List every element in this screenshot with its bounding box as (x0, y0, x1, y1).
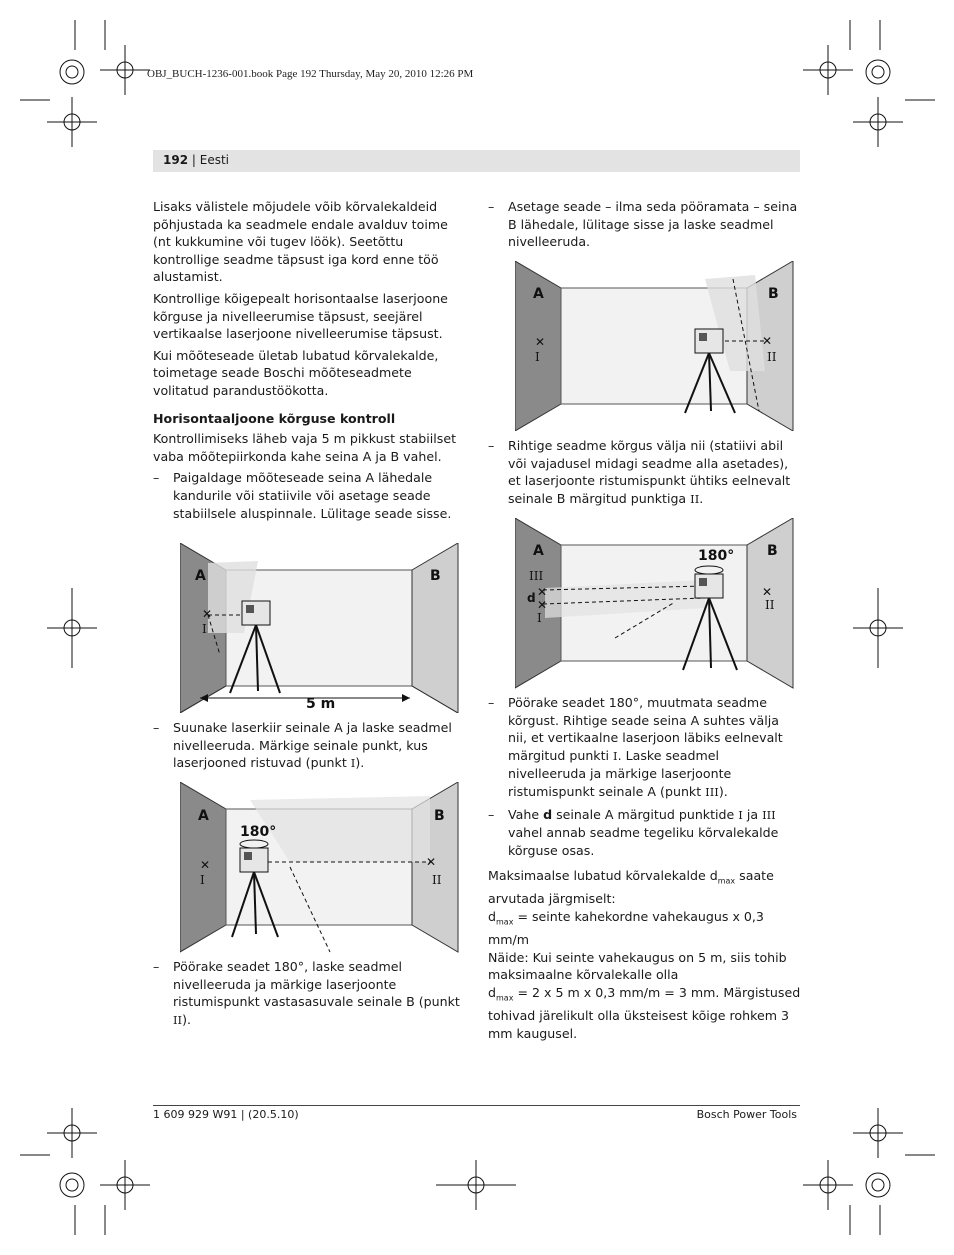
paragraph: Kui mõõteseade ületab lubatud kõrvalekalde, toimetage seade Boschi mõõteseadmete volitatud parandustöökotta. (153, 347, 439, 398)
figure-4-point-a2: I (537, 611, 542, 625)
figure-1-room-setup (180, 543, 460, 713)
figure-4-point-b: II (765, 598, 775, 612)
figure-2-rotated-device (180, 782, 460, 954)
figure-4-wall-a: A (533, 543, 544, 559)
figure-3-point-a: I (535, 350, 540, 364)
printer-info-line: OBJ_BUCH-1236-001.book Page 192 Thursday, May 20, 2010 12:26 PM (147, 68, 474, 80)
footer-brand: Bosch Power Tools (696, 1108, 797, 1121)
figure-1-point: I (202, 622, 207, 636)
page-header (153, 150, 800, 172)
figure-4-cross-mark-a2: ✕ (537, 598, 548, 612)
bullet-item: – Asetage seade – ilma seda pööramata – seina B lähedale, lülitage sisse ja laske seadmel nivelleeruda. (488, 199, 798, 250)
figure-2-wall-a: A (198, 808, 209, 824)
figure-2-cross-mark-b: ✕ (426, 855, 437, 869)
calc-intro: Maksimaalse lubatud kõrvalekalde $d_{max}$ saate arvutada järgmiselt: (488, 868, 774, 907)
calc-formula: $d_{max}$ = seinte kahekordne vahekaugus x 0,3 mm/m (488, 909, 764, 948)
calc-example: Näide: Kui seinte vahekaugus on 5 m, siis tohib maksimaalne kõrvalekalle olla (488, 949, 787, 983)
left-column-top (153, 198, 466, 526)
bullet-item: – Paigaldage mõõteseade seina A lähedale kandurile või statiivile või asetage seade stabiilsele aluspinnale. Lülitage seade sisse. (153, 470, 452, 521)
header-language: Eesti (199, 153, 229, 167)
figure-1-wall-b: B (430, 568, 441, 584)
figure-3-wall-a: A (533, 286, 544, 302)
figure-3-cross-mark-b: ✕ (762, 334, 773, 348)
figure-4-point-a1: III (529, 569, 544, 583)
figure-2-wall-b: B (434, 808, 445, 824)
figure-3-device-near-wall-b (515, 261, 795, 431)
figure-4-rotation: 180° (698, 548, 735, 564)
figure-3-wall-b: B (768, 286, 779, 302)
figure-2-cross-mark-a: ✕ (200, 858, 211, 872)
footer-rule (153, 1105, 800, 1106)
figure-2-point-a: I (200, 873, 205, 887)
left-column-bottom (153, 958, 466, 1033)
figure-1-distance: 5 m (306, 696, 336, 712)
figure-4-cross-mark-b: ✕ (762, 585, 773, 599)
figure-3-point-b: II (767, 350, 777, 364)
header-separator: | (188, 153, 200, 167)
figure-1-wall-a: A (195, 568, 206, 584)
right-column-bottom (488, 694, 801, 1042)
figure-2-point-b: II (432, 873, 442, 887)
paragraph: Kontrollige kõigepealt horisontaalse laserjoone kõrguse ja nivelleerumise täpsust, seejärel vertikaalse laserjoone nivelleerumise täpsust. (153, 290, 448, 342)
paragraph: Lisaks välistele mõjudele võib kõrvalekaldeid põhjustada ka seadmele endale avalduv toime (nt kukkumine või tugev löök). Seetõttu kontrollige seadme täpsust iga kord enne töö alustamist. (153, 199, 448, 285)
figure-4-wall-b: B (767, 543, 778, 559)
paragraph: Kontrollimiseks läheb vaja 5 m pikkust stabiilset vaba mõõtepiirkonda kahe seina A ja B vahel. (153, 431, 457, 464)
page-number: 192 (163, 153, 189, 167)
left-column-middle (153, 719, 466, 777)
bullet-item: – Pöörake seadet 180°, laske seadmel nivelleeruda ja märkige laserjoonte ristumispunkt vastasasuvale seinale B (punkt II). (153, 959, 460, 1027)
section-heading: Horisontaaljoone kõrguse kontroll (153, 410, 396, 426)
right-column-top (488, 198, 801, 255)
figure-4-cross-mark-a1: ✕ (537, 585, 548, 599)
figure-1-cross-mark: ✕ (202, 607, 213, 621)
header-text (163, 153, 229, 167)
bullet-item: – Pöörake seadet 180°, muutmata seadme kõrgust. Rihtige seade seina A suhtes välja nii, et vertikaalne laserjoon läbiks eelnevalt märgitud punkti I. Laske seadmel nivelleeruda ja märkige laserjoonte ristumispunkt seinale A (punkt III). (488, 695, 783, 799)
figure-3-cross-mark-a: ✕ (535, 335, 546, 349)
footer-doc-number: 1 609 929 W91 | (20.5.10) (153, 1108, 299, 1121)
right-column-middle (488, 437, 801, 512)
figure-4-point-d: d (527, 591, 536, 605)
bullet-item: – Suunake laserkiir seinale A ja laske seadmel nivelleeruda. Märkige seinale punkt, kus laserjooned ristuvad (punkt I). (153, 720, 452, 771)
bullet-item: – Rihtige seadme kõrgus välja nii (statiivi abil või vajadusel midagi seadme alla asetades), et laserjoonte ristumispunkt ühtiks eelnevalt seinale B märgitud punktiga II. (488, 438, 791, 506)
bullet-item: – Vahe d seinale A märgitud punktide I ja III vahel annab seadme tegeliku kõrvalekalde kõrguse osas. (488, 806, 779, 858)
calc-example-result: $d_{max} = 2$ x 5 m x 0,3 mm/m = 3 mm. Märgistused tohivad järelikult olla üksteisest kõige rohkem 3 mm kaugusel. (488, 984, 801, 1041)
figure-2-rotation: 180° (240, 824, 277, 840)
figure-4-height-check (515, 518, 795, 690)
